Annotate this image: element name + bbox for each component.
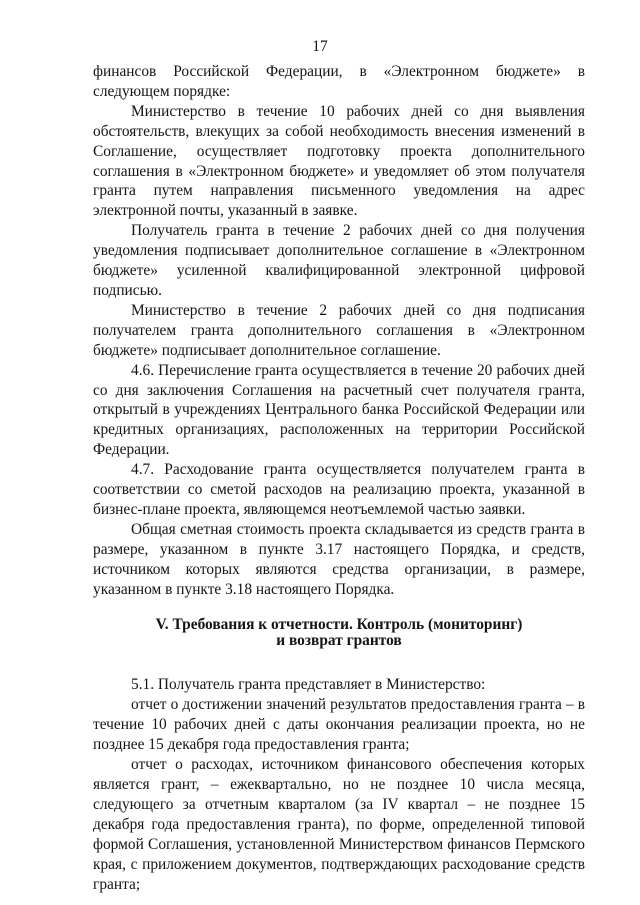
section-heading [93,617,585,649]
paragraph: 4.7. Расходование гранта осуществляется получателем гранта в соответствии со сметой расходов на реализацию проекта, указанной в бизнес-плане проекта, являющемся неотъемлемой частью заявки. [93,461,585,518]
paragraph: 4.6. Перечисление гранта осуществляется в течение 20 рабочих дней со дня заключения Соглашения на расчетный счет получателя гранта, открытый в учреждениях Центрального банка Российской Федерации или кредитных организациях, расположенных на территории Российской Федерации. [93,361,585,459]
paragraph: Министерство в течение 2 рабочих дней со дня подписания получателем гранта дополнительного соглашения в «Электронном бюджете» подписывает дополнительное соглашение. [93,301,585,359]
document-body [93,62,585,894]
paragraphs-after-heading [93,675,585,894]
paragraph: Получатель гранта в течение 2 рабочих дней со дня получения уведомления подписывает дополнительное соглашение в «Электронном бюджете» усиленной квалифицированной электронной цифровой подписью. [93,222,585,299]
paragraph: финансов Российской Федерации, в «Электронном бюджете» в следующем порядке: [93,63,585,100]
paragraph: отчет о достижении значений результатов предоставления гранта – в течение 10 рабочих дней с даты окончания реализации проекта, но не позднее 15 декабря года предоставления гранта; [93,696,585,754]
paragraph: 5.1. Получатель гранта представляет в Министерство: [131,676,486,694]
paragraphs-before-heading [93,62,585,599]
section-heading-line-1: V. Требования к отчетности. Контроль (мониторинг) [155,616,523,634]
paragraph: отчет о расходах, источником финансового обеспечения которых является грант, – ежеквартально, но не позднее 10 числа месяца, следующего за отчетным кварталом (за IV квартал – не позднее 15 декабря года предоставления гранта), по форме, определенной типовой формой Соглашения, установленной Министерством финансов Пермского края, с приложением документов, подтверждающих расходование средств гранта; [93,756,585,893]
paragraph: Министерство в течение 10 рабочих дней со дня выявления обстоятельств, влекущих за собой необходимость внесения изменений в Соглашение, осуществляет подготовку проекта дополнительного соглашения в «Электронном бюджете» и уведомляет об этом получателя гранта путем направления письменного уведомления на адрес электронной почты, указанный в заявке. [93,102,585,220]
section-heading-line-2: и возврат грантов [276,632,402,650]
paragraph: Общая сметная стоимость проекта складывается из средств гранта в размере, указанном в пункте 3.17 настоящего Порядка, и средств, источником которых являются средства организации, в размере, указанном в пункте 3.18 настоящего Порядка. [93,520,585,598]
page-number: 17 [312,38,328,55]
